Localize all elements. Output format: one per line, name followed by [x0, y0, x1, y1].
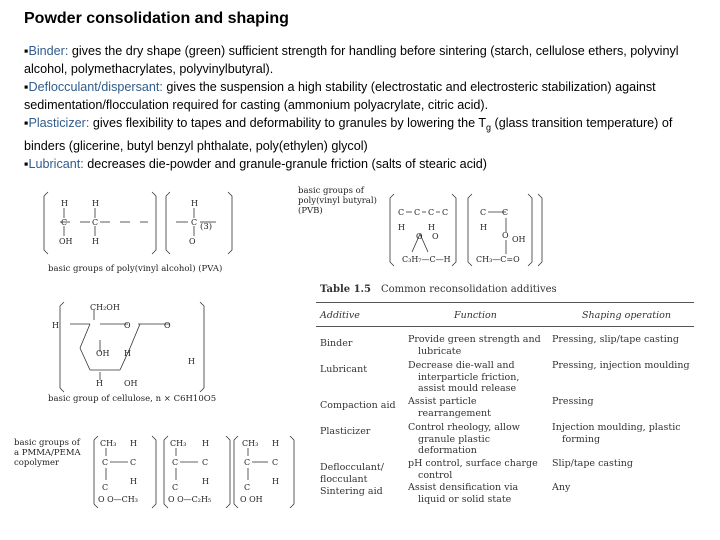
svg-text:H: H: [130, 477, 137, 486]
function-line: deformation: [418, 445, 477, 456]
function-line: Assist densification via: [408, 482, 519, 493]
function-line: pH control, surface charge: [408, 458, 538, 469]
pva-equation-number: (3): [200, 222, 213, 232]
svg-text:C: C: [102, 458, 109, 467]
table-header-rule: [316, 326, 694, 327]
svg-text:CH₃—C=O: CH₃—C=O: [476, 255, 520, 264]
svg-text:H: H: [52, 321, 59, 330]
row-compaction-aid-function: [408, 396, 491, 419]
function-line: assist mould release: [418, 383, 517, 394]
additives-table: [316, 282, 694, 518]
svg-text:C: C: [92, 218, 99, 227]
svg-text:H: H: [92, 199, 99, 208]
svg-text:O: O: [124, 321, 131, 330]
pvb-caption-line: (PVB): [298, 206, 323, 216]
svg-text:H: H: [398, 223, 405, 232]
pva-caption: basic groups of poly(vinyl alcohol) (PVA): [48, 264, 223, 274]
row-lubricant-additive: Lubricant: [320, 364, 368, 375]
svg-text:CH₃: CH₃: [170, 439, 187, 448]
row-sintering-aid-additive: Sintering aid: [320, 486, 383, 497]
bullet-list: [24, 42, 696, 173]
svg-text:C: C: [202, 458, 209, 467]
row-compaction-aid-additive: Compaction aid: [320, 400, 396, 411]
function-line: liquid or solid state: [418, 493, 512, 505]
svg-text:C: C: [102, 483, 109, 492]
operation-line: Injection moulding, plastic: [552, 422, 681, 433]
function-line: Provide green strength and: [408, 334, 541, 345]
pmma-structure-drawing: [92, 432, 302, 512]
svg-text:O OH: O OH: [240, 495, 263, 504]
row-lubricant-operation: Pressing, injection moulding: [552, 360, 690, 371]
svg-text:O O—C₂H₅: O O—C₂H₅: [168, 495, 212, 504]
table-title: Common reconsolidation additives: [381, 284, 557, 295]
pva-structure: [40, 190, 220, 260]
pvb-caption-line: poly(vinyl butyral): [298, 196, 377, 206]
pvb-structure: [388, 192, 603, 267]
row-plasticizer-function: [408, 422, 520, 457]
row-deflocculant-function: [408, 458, 538, 481]
svg-text:OH: OH: [124, 379, 138, 388]
header-additive: Additive: [320, 310, 360, 321]
bullet-text: gives the suspension a high stability (electrostatic and electrosteric stabilization) against sedimentation/flocculation required for casting (ammonium polyacrylate, citric acid).: [24, 80, 656, 112]
svg-text:H: H: [480, 223, 487, 232]
bullet-term: Plasticizer:: [28, 116, 90, 130]
bullet-binder: ▪Binder: gives the dry shape (green) sufficient strength for handling before sintering (starch, cellulose ethers, polyvinyl alcohol, polymethacrylates, polyvinylbutyral).: [24, 44, 679, 76]
bullet-text: gives the dry shape (green) sufficient strength for handling before sintering (starch, cellulose ethers, polyvinyl alcohol, polymethacrylates, polyvinylbutyral).: [24, 44, 679, 76]
cellulose-structure: [40, 300, 210, 390]
svg-text:O: O: [189, 237, 196, 246]
svg-text:OH: OH: [512, 235, 526, 244]
table-top-rule: [316, 302, 694, 303]
svg-text:H: H: [188, 357, 195, 366]
svg-text:C: C: [428, 208, 435, 217]
svg-text:O: O: [432, 232, 439, 241]
svg-text:H: H: [130, 439, 137, 448]
header-shaping-operation: Shaping operation: [582, 310, 671, 321]
svg-text:O: O: [502, 231, 509, 240]
svg-text:C: C: [442, 208, 449, 217]
cellulose-structure-drawing: [40, 300, 210, 390]
svg-text:O O—CH₃: O O—CH₃: [98, 495, 138, 504]
bullet-term: Lubricant:: [28, 156, 84, 171]
pmma-caption: [14, 438, 81, 468]
svg-text:CH₂OH: CH₂OH: [90, 303, 120, 312]
bullet-text: decreases die-powder and granule-granule friction (salts of stearic acid): [83, 156, 487, 171]
svg-text:C: C: [130, 458, 137, 467]
row-plasticizer-operation: [552, 422, 681, 445]
row-deflocculant-operation: Slip/tape casting: [552, 458, 633, 469]
row-lubricant-function: [408, 360, 519, 395]
pmma-caption-line: copolymer: [14, 458, 60, 468]
bullet-text: (glass transition temperature) of binders (glicerine, butyl benzyl phthalate, poly(ethylen) glycol): [24, 116, 673, 153]
svg-text:C: C: [480, 208, 487, 217]
subscript: g: [486, 122, 492, 133]
function-line: granule plastic: [418, 433, 491, 445]
pmma-structure: [92, 432, 302, 512]
svg-text:CH₃: CH₃: [100, 439, 117, 448]
svg-text:C: C: [414, 208, 421, 217]
svg-text:CH₃: CH₃: [242, 439, 259, 448]
svg-text:H: H: [272, 439, 279, 448]
svg-text:O: O: [164, 321, 171, 330]
row-plasticizer-additive: Plasticizer: [320, 426, 371, 437]
svg-text:H: H: [61, 199, 68, 208]
page-title: Powder consolidation and shaping: [24, 10, 289, 27]
svg-text:C: C: [61, 218, 68, 227]
svg-text:H: H: [96, 379, 103, 388]
bullet-plasticizer: ▪Plasticizer: gives flexibility to tapes and deformability to granules by lowering the $T_g$ (glass transition temperature) of binders (glicerine, butyl benzyl phthalate, poly(ethylen) glycol): [24, 116, 673, 153]
table-caption: [320, 284, 557, 295]
pvb-caption: [298, 186, 377, 216]
row-sintering-aid-function: [408, 482, 518, 505]
svg-text:OH: OH: [96, 349, 110, 358]
bullet-text: gives flexibility to tapes and deformability to granules by lowering the T: [89, 116, 487, 130]
svg-text:O: O: [416, 232, 423, 241]
svg-text:H: H: [428, 223, 435, 232]
pmma-caption-line: a PMMA/PEMA: [14, 448, 81, 458]
pvb-caption-line: basic groups of: [298, 186, 364, 196]
pmma-caption-line: basic groups of: [14, 438, 80, 448]
row-deflocculant-additive: Deflocculant/ flocculant: [320, 462, 384, 485]
row-sintering-aid-operation: Any: [552, 482, 571, 493]
operation-line: forming: [562, 433, 601, 445]
table-number: Table 1.5: [320, 284, 371, 295]
svg-text:C: C: [502, 208, 509, 217]
row-binder-additive: Binder: [320, 338, 353, 349]
svg-text:C: C: [398, 208, 405, 217]
svg-text:C: C: [272, 458, 279, 467]
bullet-lubricant: ▪Lubricant: decreases die-powder and granule-granule friction (salts of stearic acid): [24, 156, 487, 171]
bullet-term: Deflocculant/dispersant:: [28, 80, 163, 94]
row-compaction-aid-operation: Pressing: [552, 396, 594, 407]
svg-text:H: H: [202, 439, 209, 448]
svg-text:C: C: [244, 483, 251, 492]
svg-text:H: H: [202, 477, 209, 486]
cellulose-caption: basic group of cellulose, n × C6H10O5: [48, 394, 217, 404]
bullet-deflocculant: ▪Deflocculant/dispersant: gives the suspension a high stability (electrostatic and electrosteric stabilization) against sedimentation/flocculation required for casting (ammonium polyacrylate, citric acid).: [24, 80, 656, 112]
function-line: Decrease die-wall and: [408, 360, 515, 371]
function-line: control: [418, 469, 453, 481]
bullet-term: Binder:: [28, 44, 69, 58]
row-binder-function: [408, 334, 541, 357]
header-function: Function: [454, 310, 497, 321]
function-line: Control rheology, allow: [408, 422, 520, 433]
svg-text:H: H: [124, 349, 131, 358]
svg-text:C: C: [244, 458, 251, 467]
row-binder-operation: Pressing, slip/tape casting: [552, 334, 679, 345]
function-line: Assist particle: [408, 396, 477, 407]
pvb-structure-drawing: [388, 192, 603, 267]
svg-text:C₃H₇—C—H: C₃H₇—C—H: [402, 255, 451, 264]
function-line: rearrangement: [418, 407, 491, 419]
svg-text:C: C: [172, 483, 179, 492]
function-line: lubricate: [418, 345, 462, 357]
svg-text:C: C: [172, 458, 179, 467]
svg-text:H: H: [92, 237, 99, 246]
pva-structure-drawing: [40, 190, 220, 260]
svg-text:C: C: [191, 218, 198, 227]
function-line: interparticle friction,: [418, 371, 520, 383]
svg-text:H: H: [191, 199, 198, 208]
svg-text:H: H: [272, 477, 279, 486]
svg-text:OH: OH: [59, 237, 73, 246]
